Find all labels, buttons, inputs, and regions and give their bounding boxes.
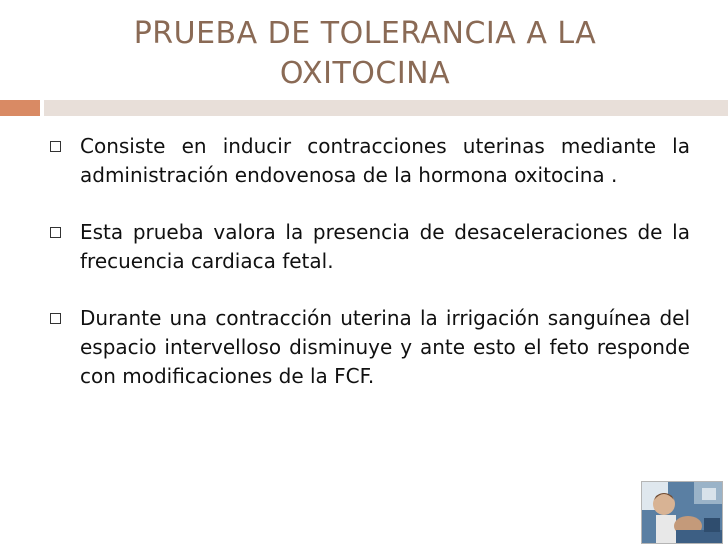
bullet-text: Esta prueba valora la presencia de desaceleraciones de la frecuencia cardiaca fetal. — [80, 220, 690, 273]
hollow-square-icon — [50, 227, 61, 238]
bullet-item — [48, 132, 690, 190]
title-divider — [0, 100, 728, 116]
divider-band — [44, 100, 728, 116]
slide-title — [95, 14, 635, 94]
bullet-item — [48, 218, 690, 276]
photo-thumbnail — [641, 481, 723, 544]
slide-title-line-1: PRUEBA DE TOLERANCIA A LA — [133, 16, 597, 51]
divider-accent — [0, 100, 40, 116]
bullet-list — [48, 132, 690, 419]
bullet-text: Consiste en inducir contracciones uterinas mediante la administración endovenosa de la hormona oxitocina . — [80, 134, 690, 187]
bullet-item — [48, 304, 690, 391]
slide-title-line-2: OXITOCINA — [279, 56, 451, 91]
bullet-text: Durante una contracción uterina la irrigación sanguínea del espacio intervelloso disminuye y ante esto el feto responde con modificaciones de la FCF. — [80, 306, 690, 388]
hollow-square-icon — [50, 141, 61, 152]
photo-image — [642, 482, 722, 543]
hollow-square-icon — [50, 313, 61, 324]
